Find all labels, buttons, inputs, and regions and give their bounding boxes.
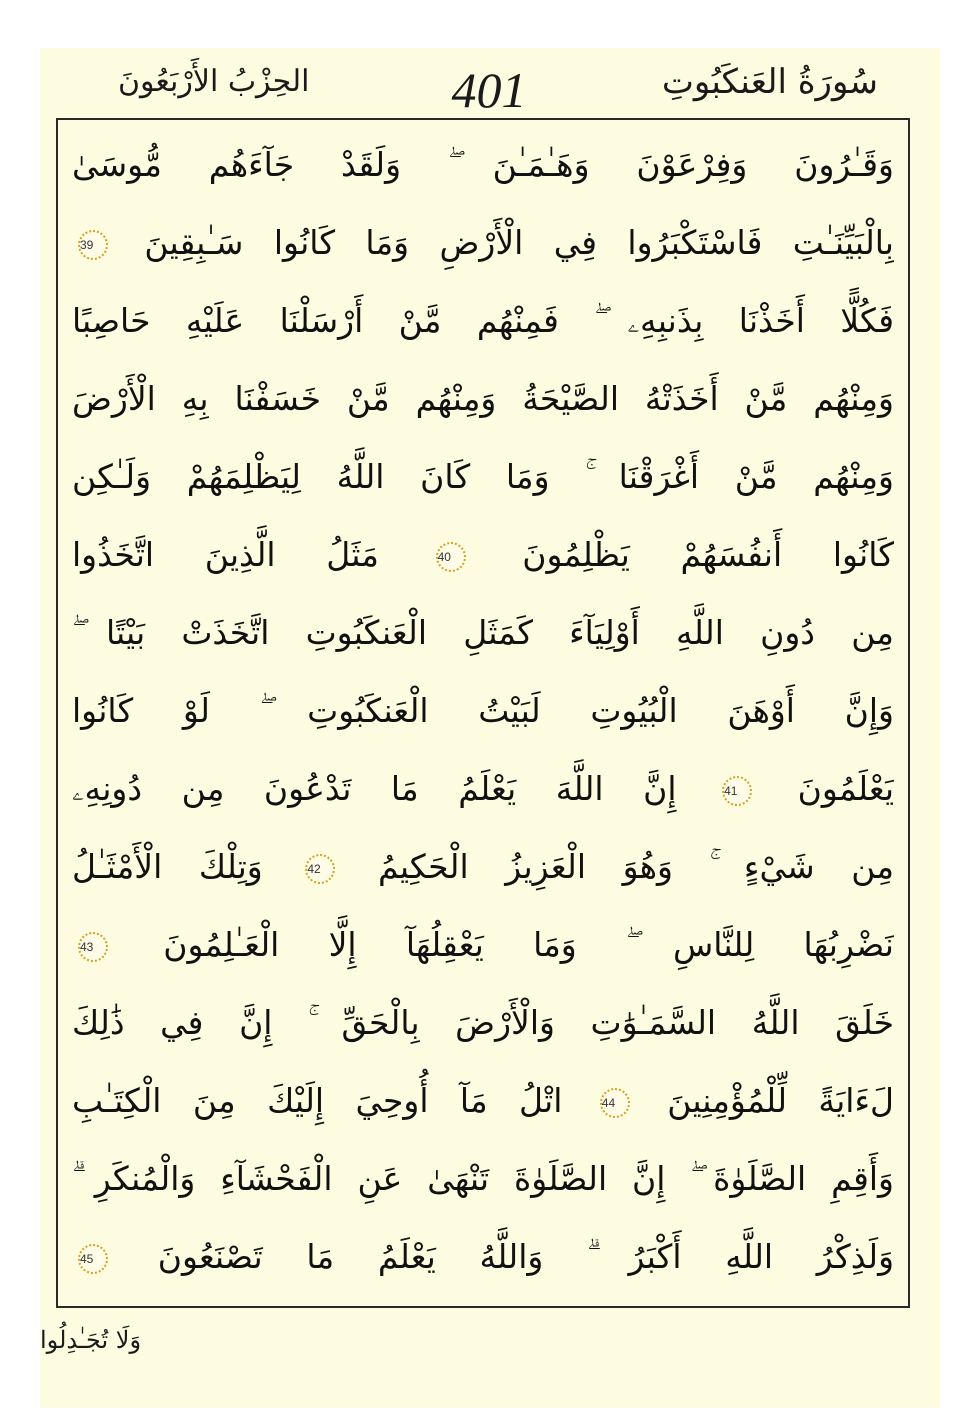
- page-number: 401: [451, 62, 527, 118]
- text-line-8: [72, 674, 894, 748]
- line-text-continued: مَثَلُ الَّذِينَ اتَّخَذُوا: [72, 535, 379, 574]
- line-text-continued: إِنَّ اللَّهَ يَعْلَمُ مَا تَدْعُونَ مِن دُونِهِۦ: [72, 769, 677, 808]
- line-text: وَأَقِمِ الصَّلَوٰةَ ۖ إِنَّ الصَّلَوٰةَ تَنْهَىٰ عَنِ الْفَحْشَآءِ وَالْمُنكَرِ ۗ: [72, 1159, 894, 1198]
- line-text: يَعْلَمُونَ: [797, 769, 894, 808]
- text-line-10: [72, 830, 894, 904]
- ayah-number-marker: 45: [78, 1244, 108, 1274]
- ayah-number-marker: 44: [600, 1088, 630, 1118]
- text-line-2: [72, 206, 894, 280]
- mushaf-page: [40, 48, 940, 1408]
- line-text: وَإِنَّ أَوْهَنَ الْبُيُوتِ لَبَيْتُ الْعَنكَبُوتِ ۖ لَوْ كَانُوا: [72, 691, 894, 730]
- page-header: [40, 48, 940, 116]
- text-line-13: [72, 1064, 894, 1138]
- line-text: وَمِنْهُم مَّنْ أَغْرَقْنَا ۚ وَمَا كَانَ اللَّهُ لِيَظْلِمَهُمْ وَلَـٰكِن: [72, 457, 894, 496]
- line-text: فَكُلًّا أَخَذْنَا بِذَنبِهِۦ ۖ فَمِنْهُم مَّنْ أَرْسَلْنَا عَلَيْهِ حَاصِبًا: [72, 301, 894, 340]
- catchword: وَلَا تُجَـٰدِلُوا: [40, 1326, 142, 1354]
- line-text: مِن دُونِ اللَّهِ أَوْلِيَآءَ كَمَثَلِ الْعَنكَبُوتِ اتَّخَذَتْ بَيْتًا ۖ: [72, 613, 894, 652]
- line-text: خَلَقَ اللَّهُ السَّمَـٰوَٰتِ وَالْأَرْضَ بِالْحَقِّ ۚ إِنَّ فِي ذَٰلِكَ: [72, 1003, 894, 1042]
- line-text: وَلَذِكْرُ اللَّهِ أَكْبَرُ ۗ وَاللَّهُ يَعْلَمُ مَا تَصْنَعُونَ: [157, 1237, 894, 1276]
- text-frame: [56, 118, 910, 1308]
- line-text: وَقَـٰرُونَ وَفِرْعَوْنَ وَهَـٰمَـٰنَ ۖ وَلَقَدْ جَآءَهُم مُّوسَىٰ: [72, 145, 894, 184]
- line-text: بِالْبَيِّنَـٰتِ فَاسْتَكْبَرُوا فِي الْأَرْضِ وَمَا كَانُوا سَـٰبِقِينَ: [144, 223, 894, 262]
- text-line-5: [72, 440, 894, 514]
- text-line-6: [72, 518, 894, 592]
- text-line-14: [72, 1142, 894, 1216]
- text-line-11: [72, 908, 894, 982]
- ayah-number-marker: 42: [305, 854, 335, 884]
- line-text: وَمِنْهُم مَّنْ أَخَذَتْهُ الصَّيْحَةُ وَمِنْهُم مَّنْ خَسَفْنَا بِهِ الْأَرْضَ: [72, 379, 894, 418]
- line-text: كَانُوا أَنفُسَهُمْ يَظْلِمُونَ: [522, 535, 894, 574]
- ayah-number-marker: 39: [78, 230, 108, 260]
- line-text: مِن شَيْءٍ ۚ وَهُوَ الْعَزِيزُ الْحَكِيمُ: [377, 847, 894, 886]
- text-line-7: [72, 596, 894, 670]
- text-line-4: [72, 362, 894, 436]
- text-line-15: [72, 1220, 894, 1294]
- surah-name: سُورَةُ العَنكَبُوتِ: [661, 62, 878, 102]
- hizb-name: الحِزْبُ الأَرْبَعُونَ: [118, 64, 310, 99]
- ayah-number-marker: 43: [78, 932, 108, 962]
- line-text-continued: اتْلُ مَآ أُوحِيَ إِلَيْكَ مِنَ الْكِتَـٰبِ: [72, 1081, 563, 1120]
- ayah-number-marker: 40: [436, 542, 466, 572]
- line-text-continued: وَتِلْكَ الْأَمْثَـٰلُ: [72, 847, 263, 886]
- text-line-1: [72, 128, 894, 202]
- verse-lines: [72, 128, 894, 1300]
- line-text: لَءَايَةً لِّلْمُؤْمِنِينَ: [667, 1081, 894, 1120]
- ayah-number-marker: 41: [722, 776, 752, 806]
- line-text: نَضْرِبُهَا لِلنَّاسِ ۖ وَمَا يَعْقِلُهَآ إِلَّا الْعَـٰلِمُونَ: [163, 925, 894, 964]
- text-line-12: [72, 986, 894, 1060]
- text-line-9: [72, 752, 894, 826]
- text-line-3: [72, 284, 894, 358]
